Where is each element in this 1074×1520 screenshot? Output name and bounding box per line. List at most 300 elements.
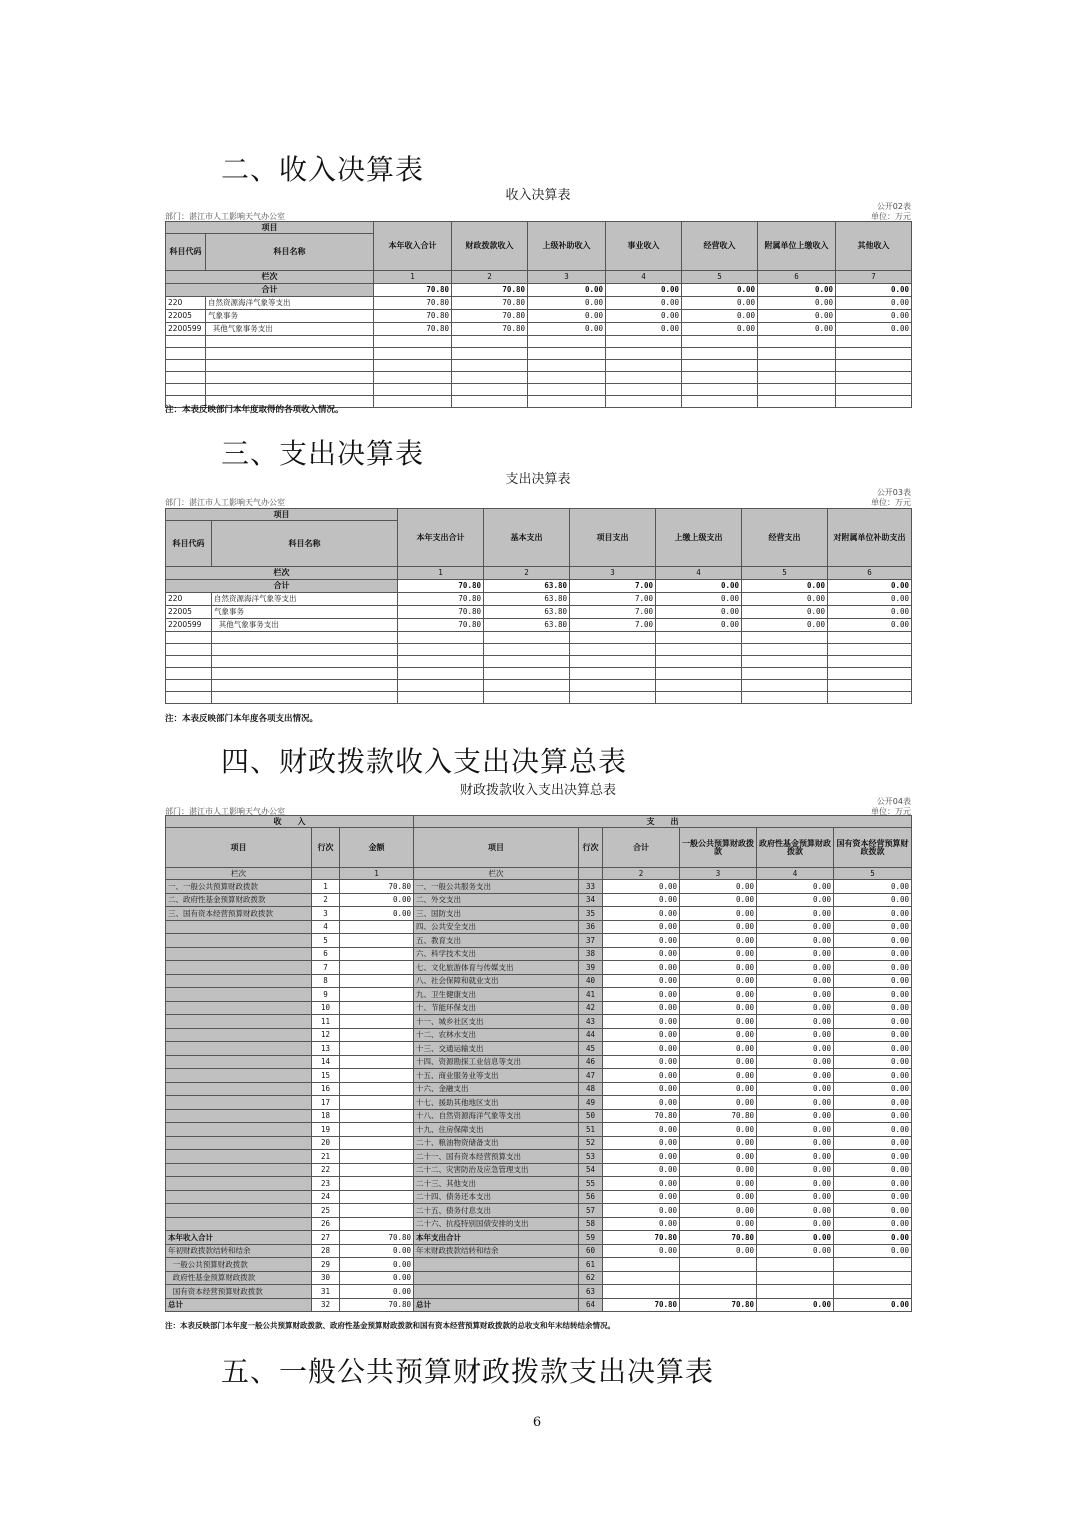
expense-value: 70.80 xyxy=(680,1109,757,1123)
summary-form-no: 公开04表 xyxy=(876,797,911,806)
total-value: 70.80 xyxy=(398,580,484,593)
blank-cell xyxy=(606,348,682,360)
income-amount xyxy=(340,947,414,961)
blank-cell xyxy=(166,680,212,692)
blank-cell xyxy=(606,336,682,348)
expense-value: 0.00 xyxy=(757,988,834,1002)
expense-value: 0.00 xyxy=(680,961,757,975)
income-amount xyxy=(340,974,414,988)
income-line-no: 4 xyxy=(312,920,340,934)
expense-value: 0.00 xyxy=(757,1136,834,1150)
expense-value: 0.00 xyxy=(680,947,757,961)
blank-cell xyxy=(570,692,656,704)
expense-value: 0.00 xyxy=(757,1244,834,1258)
header-name: 科目名称 xyxy=(206,234,374,271)
expense-line-no: 46 xyxy=(579,1055,603,1069)
blank-cell xyxy=(374,348,452,360)
expense-value: 0.00 xyxy=(680,1123,757,1137)
blank-cell xyxy=(374,396,452,408)
expense-value: 0.00 xyxy=(603,1123,680,1137)
income-amount xyxy=(340,920,414,934)
expense-value: 0.00 xyxy=(757,1001,834,1015)
income-dept: 部门：湛江市人工影响天气办公室 xyxy=(165,212,285,221)
value-cell: 63.80 xyxy=(484,619,570,632)
income-item xyxy=(166,947,312,961)
expense-line-no: 44 xyxy=(579,1028,603,1042)
total-value: 0.00 xyxy=(836,284,912,297)
expense-line-no: 48 xyxy=(579,1082,603,1096)
expense-value: 70.80 xyxy=(603,1109,680,1123)
expense-value: 0.00 xyxy=(834,1204,912,1218)
total-label: 合计 xyxy=(166,580,398,593)
expense-value: 0.00 xyxy=(757,1150,834,1164)
expense-value: 0.00 xyxy=(834,1136,912,1150)
blank-cell xyxy=(452,372,528,384)
blank-cell xyxy=(656,668,742,680)
column-header: 财政拨款收入 xyxy=(452,222,528,271)
income-line-no: 22 xyxy=(312,1163,340,1177)
income-amount xyxy=(340,1042,414,1056)
income-amount: 0.00 xyxy=(340,1244,414,1258)
data-row xyxy=(166,593,912,606)
column-header: 其他收入 xyxy=(836,222,912,271)
total-row xyxy=(166,580,912,593)
expense-value: 0.00 xyxy=(603,920,680,934)
income-line-no: 26 xyxy=(312,1217,340,1231)
expense-value: 0.00 xyxy=(757,907,834,921)
income-item: 二、政府性基金预算财政拨款 xyxy=(166,893,312,907)
expense-value: 0.00 xyxy=(834,1150,912,1164)
income-line-no: 21 xyxy=(312,1150,340,1164)
income-amount xyxy=(340,934,414,948)
column-header: 项目支出 xyxy=(570,509,656,567)
expense-value xyxy=(757,1285,834,1299)
blank-cell xyxy=(206,372,374,384)
value-cell: 70.80 xyxy=(374,310,452,323)
value-cell: 0.00 xyxy=(742,619,828,632)
income-item xyxy=(166,1163,312,1177)
data-row xyxy=(166,1001,912,1015)
value-cell: 70.80 xyxy=(452,310,528,323)
blank-cell xyxy=(374,360,452,372)
blank-cell xyxy=(166,656,212,668)
blank-cell xyxy=(166,336,206,348)
blank-cell xyxy=(606,384,682,396)
blank-cell xyxy=(206,384,374,396)
blank-cell xyxy=(606,372,682,384)
income-item: 一、一般公共预算财政拨款 xyxy=(166,880,312,894)
expense-value: 0.00 xyxy=(680,1163,757,1177)
lanci-number: 2 xyxy=(484,567,570,580)
expense-value: 0.00 xyxy=(680,1015,757,1029)
blank-row xyxy=(166,644,912,656)
blank-cell xyxy=(836,384,912,396)
income-item: 三、国有资本经营预算财政拨款 xyxy=(166,907,312,921)
column-header: 本年支出合计 xyxy=(398,509,484,567)
subject-name: 气象事务 xyxy=(212,606,398,619)
data-row xyxy=(166,1258,912,1272)
data-row xyxy=(166,974,912,988)
expense-value: 70.80 xyxy=(603,1298,680,1312)
lanci-row xyxy=(166,868,912,880)
expense-value: 0.00 xyxy=(757,1055,834,1069)
lanci-number: 1 xyxy=(374,271,452,284)
blank-cell xyxy=(742,632,828,644)
blank-cell xyxy=(682,396,758,408)
value-cell: 0.00 xyxy=(828,593,912,606)
data-row xyxy=(166,1163,912,1177)
blank-cell xyxy=(742,644,828,656)
income-item: 年初财政拨款结转和结余 xyxy=(166,1244,312,1258)
income-amount xyxy=(340,1123,414,1137)
total-value: 7.00 xyxy=(570,580,656,593)
total-value: 0.00 xyxy=(656,580,742,593)
expense-item: 二十三、其他支出 xyxy=(414,1177,579,1191)
column-header: 对附属单位补助支出 xyxy=(828,509,912,567)
total-value: 0.00 xyxy=(682,284,758,297)
income-table xyxy=(165,221,912,408)
income-amount xyxy=(340,1190,414,1204)
expense-line-no: 47 xyxy=(579,1069,603,1083)
lanci-label: 栏次 xyxy=(166,271,374,284)
expense-value: 0.00 xyxy=(757,1082,834,1096)
income-line-no: 23 xyxy=(312,1177,340,1191)
expense-value: 0.00 xyxy=(757,893,834,907)
data-row xyxy=(166,1136,912,1150)
expense-line-no: 38 xyxy=(579,947,603,961)
total-row xyxy=(166,284,912,297)
expense-value: 0.00 xyxy=(680,1190,757,1204)
expense-item xyxy=(414,1271,579,1285)
section-heading-general-budget: 五、一般公共预算财政拨款支出决算表 xyxy=(221,1355,715,1388)
income-item xyxy=(166,1055,312,1069)
expense-item: 十五、商业服务业等支出 xyxy=(414,1069,579,1083)
blank-cell xyxy=(166,360,206,372)
value-cell: 0.00 xyxy=(828,606,912,619)
lanci-number: 6 xyxy=(828,567,912,580)
blank-row xyxy=(166,668,912,680)
blank-cell xyxy=(484,656,570,668)
expense-value xyxy=(834,1258,912,1272)
expense-value: 0.00 xyxy=(680,880,757,894)
income-item: 一般公共预算财政拨款 xyxy=(166,1258,312,1272)
income-amount xyxy=(340,988,414,1002)
expense-header: 支 出 xyxy=(414,816,912,828)
income-item xyxy=(166,934,312,948)
income-line-no: 18 xyxy=(312,1109,340,1123)
expense-item: 十三、交通运输支出 xyxy=(414,1042,579,1056)
lanci-row xyxy=(166,567,912,580)
lanci-number: 4 xyxy=(757,868,834,880)
blank-cell xyxy=(528,396,606,408)
expense-value: 0.00 xyxy=(603,907,680,921)
blank-cell xyxy=(484,692,570,704)
blank-cell xyxy=(570,668,656,680)
lanci-number: 1 xyxy=(340,868,414,880)
expense-line-no: 57 xyxy=(579,1204,603,1218)
blank-row xyxy=(166,372,912,384)
subject-code: 2200599 xyxy=(166,619,212,632)
data-row xyxy=(166,297,912,310)
blank-row xyxy=(166,692,912,704)
income-amount xyxy=(340,1109,414,1123)
lanci-blank xyxy=(579,868,603,880)
data-row xyxy=(166,1271,912,1285)
value-cell: 0.00 xyxy=(682,323,758,336)
income-item xyxy=(166,1136,312,1150)
subject-name: 气象事务 xyxy=(206,310,374,323)
expense-line-no: 42 xyxy=(579,1001,603,1015)
value-cell: 0.00 xyxy=(606,323,682,336)
income-item: 政府性基金预算财政拨款 xyxy=(166,1271,312,1285)
expense-value: 0.00 xyxy=(603,1136,680,1150)
expense-value: 0.00 xyxy=(603,1055,680,1069)
header-item: 项目 xyxy=(166,222,374,234)
data-row xyxy=(166,947,912,961)
income-amount xyxy=(340,1055,414,1069)
total-value: 0.00 xyxy=(528,284,606,297)
blank-cell xyxy=(606,360,682,372)
income-line-no: 20 xyxy=(312,1136,340,1150)
expense-item: 七、文化旅游体育与传媒支出 xyxy=(414,961,579,975)
income-item xyxy=(166,1204,312,1218)
expense-value: 0.00 xyxy=(834,1001,912,1015)
data-row xyxy=(166,1015,912,1029)
expense-value: 0.00 xyxy=(603,934,680,948)
data-row xyxy=(166,619,912,632)
value-cell: 0.00 xyxy=(528,297,606,310)
summary-note: 注：本表反映部门本年度一般公共预算财政拨款、政府性基金预算财政拨款和国有资本经营预算财政拨款的总收支和年末结转结余情况。 xyxy=(165,1321,615,1330)
total-value: 0.00 xyxy=(606,284,682,297)
expense-value: 0.00 xyxy=(757,1190,834,1204)
value-cell: 0.00 xyxy=(682,297,758,310)
column-header: 基本支出 xyxy=(484,509,570,567)
income-item xyxy=(166,1069,312,1083)
section-heading-summary: 四、财政拨款收入支出决算总表 xyxy=(221,745,628,778)
blank-cell xyxy=(656,644,742,656)
subject-code: 220 xyxy=(166,593,212,606)
blank-cell xyxy=(528,372,606,384)
value-cell: 0.00 xyxy=(758,310,836,323)
expense-value xyxy=(603,1271,680,1285)
income-line-no: 11 xyxy=(312,1015,340,1029)
blank-cell xyxy=(836,348,912,360)
value-cell: 0.00 xyxy=(656,619,742,632)
income-amount: 70.80 xyxy=(340,1298,414,1312)
expense-line-no: 50 xyxy=(579,1109,603,1123)
value-cell: 0.00 xyxy=(742,606,828,619)
total-value: 0.00 xyxy=(758,284,836,297)
income-item xyxy=(166,1217,312,1231)
blank-cell xyxy=(828,668,912,680)
income-line-no: 16 xyxy=(312,1082,340,1096)
total-value: 0.00 xyxy=(742,580,828,593)
header-item: 项目 xyxy=(166,828,312,868)
income-amount xyxy=(340,1069,414,1083)
expense-value: 0.00 xyxy=(603,1096,680,1110)
income-line-no: 12 xyxy=(312,1028,340,1042)
blank-cell xyxy=(570,632,656,644)
blank-cell xyxy=(836,396,912,408)
subject-name: 自然资源海洋气象等支出 xyxy=(206,297,374,310)
data-row xyxy=(166,1042,912,1056)
blank-cell xyxy=(166,632,212,644)
blank-cell xyxy=(828,656,912,668)
expense-item: 二十五、债务付息支出 xyxy=(414,1204,579,1218)
value-cell: 0.00 xyxy=(836,310,912,323)
expense-value: 0.00 xyxy=(680,1001,757,1015)
blank-cell xyxy=(206,336,374,348)
blank-cell xyxy=(656,656,742,668)
value-cell: 0.00 xyxy=(656,606,742,619)
data-row xyxy=(166,907,912,921)
expense-value: 0.00 xyxy=(757,1204,834,1218)
blank-cell xyxy=(206,348,374,360)
blank-cell xyxy=(452,396,528,408)
blank-cell xyxy=(206,360,374,372)
blank-cell xyxy=(682,384,758,396)
lanci-number: 3 xyxy=(528,271,606,284)
blank-cell xyxy=(452,336,528,348)
blank-cell xyxy=(742,656,828,668)
expense-item: 四、公共安全支出 xyxy=(414,920,579,934)
header-row xyxy=(166,816,912,828)
expense-value: 0.00 xyxy=(834,947,912,961)
income-amount: 0.00 xyxy=(340,907,414,921)
income-line-no: 27 xyxy=(312,1231,340,1245)
data-row xyxy=(166,1217,912,1231)
expense-value: 0.00 xyxy=(757,1069,834,1083)
value-cell: 0.00 xyxy=(758,297,836,310)
expense-line-no: 60 xyxy=(579,1244,603,1258)
value-cell: 0.00 xyxy=(606,310,682,323)
lanci-number: 1 xyxy=(398,567,484,580)
blank-row xyxy=(166,348,912,360)
blank-cell xyxy=(758,396,836,408)
blank-cell xyxy=(528,384,606,396)
expense-value xyxy=(603,1285,680,1299)
expense-line-no: 33 xyxy=(579,880,603,894)
expense-value: 0.00 xyxy=(834,1244,912,1258)
blank-cell xyxy=(758,348,836,360)
blank-cell xyxy=(570,656,656,668)
income-item xyxy=(166,1082,312,1096)
total-value: 0.00 xyxy=(828,580,912,593)
value-cell: 70.80 xyxy=(452,323,528,336)
header-row xyxy=(166,828,912,868)
subject-name: 其他气象事务支出 xyxy=(212,619,398,632)
expense-value: 0.00 xyxy=(680,1177,757,1191)
expense-value: 0.00 xyxy=(834,961,912,975)
income-amount xyxy=(340,1096,414,1110)
expense-value: 0.00 xyxy=(757,1163,834,1177)
lanci-row xyxy=(166,271,912,284)
summary-table-title: 财政拨款收入支出决算总表 xyxy=(459,783,616,798)
blank-cell xyxy=(452,384,528,396)
income-amount: 0.00 xyxy=(340,1271,414,1285)
expense-value: 0.00 xyxy=(757,1096,834,1110)
expense-value xyxy=(680,1285,757,1299)
header-amount: 金额 xyxy=(340,828,414,868)
expense-value: 0.00 xyxy=(603,1190,680,1204)
expense-line-no: 43 xyxy=(579,1015,603,1029)
income-amount xyxy=(340,1150,414,1164)
section-heading-expense: 三、支出决算表 xyxy=(221,437,425,470)
income-amount xyxy=(340,1136,414,1150)
income-line-no: 3 xyxy=(312,907,340,921)
expense-item: 九、卫生健康支出 xyxy=(414,988,579,1002)
value-cell: 63.80 xyxy=(484,593,570,606)
expense-value xyxy=(680,1271,757,1285)
header-code: 科目代码 xyxy=(166,234,206,271)
column-header: 事业收入 xyxy=(606,222,682,271)
income-form-no: 公开02表 xyxy=(876,202,911,211)
expense-value: 0.00 xyxy=(603,1028,680,1042)
expense-value: 0.00 xyxy=(834,1190,912,1204)
expense-line-no: 49 xyxy=(579,1096,603,1110)
blank-cell xyxy=(758,372,836,384)
income-line-no: 1 xyxy=(312,880,340,894)
data-row xyxy=(166,880,912,894)
header-total: 合计 xyxy=(603,828,680,868)
value-cell: 70.80 xyxy=(398,619,484,632)
expense-value xyxy=(834,1285,912,1299)
expense-line-no: 34 xyxy=(579,893,603,907)
income-amount xyxy=(340,1015,414,1029)
header-general-budget: 一般公共预算财政拨款 xyxy=(680,828,757,868)
blank-row xyxy=(166,656,912,668)
value-cell: 7.00 xyxy=(570,606,656,619)
blank-cell xyxy=(212,644,398,656)
blank-cell xyxy=(166,644,212,656)
expense-value: 0.00 xyxy=(757,880,834,894)
income-item xyxy=(166,1001,312,1015)
value-cell: 70.80 xyxy=(452,297,528,310)
lanci-number: 4 xyxy=(656,567,742,580)
expense-item: 十一、城乡社区支出 xyxy=(414,1015,579,1029)
expense-value: 0.00 xyxy=(757,947,834,961)
income-item xyxy=(166,974,312,988)
data-row xyxy=(166,961,912,975)
total-label: 合计 xyxy=(166,284,374,297)
expense-value: 0.00 xyxy=(834,1109,912,1123)
data-row xyxy=(166,1298,912,1312)
blank-cell xyxy=(212,692,398,704)
expense-value: 0.00 xyxy=(757,974,834,988)
income-line-no: 32 xyxy=(312,1298,340,1312)
expense-line-no: 37 xyxy=(579,934,603,948)
expense-line-no: 53 xyxy=(579,1150,603,1164)
expense-value: 0.00 xyxy=(603,1082,680,1096)
expense-value: 0.00 xyxy=(834,907,912,921)
expense-form-no: 公开03表 xyxy=(876,488,911,497)
income-line-no: 10 xyxy=(312,1001,340,1015)
expense-value: 70.80 xyxy=(680,1298,757,1312)
expense-value: 0.00 xyxy=(680,1204,757,1218)
value-cell: 70.80 xyxy=(374,297,452,310)
income-item xyxy=(166,1096,312,1110)
expense-value: 0.00 xyxy=(757,934,834,948)
expense-value: 0.00 xyxy=(834,1082,912,1096)
expense-value: 0.00 xyxy=(603,1204,680,1218)
blank-row xyxy=(166,384,912,396)
blank-cell xyxy=(166,384,206,396)
data-row xyxy=(166,1190,912,1204)
income-line-no: 13 xyxy=(312,1042,340,1056)
income-amount: 70.80 xyxy=(340,1231,414,1245)
expense-value: 70.80 xyxy=(603,1231,680,1245)
data-row xyxy=(166,1204,912,1218)
